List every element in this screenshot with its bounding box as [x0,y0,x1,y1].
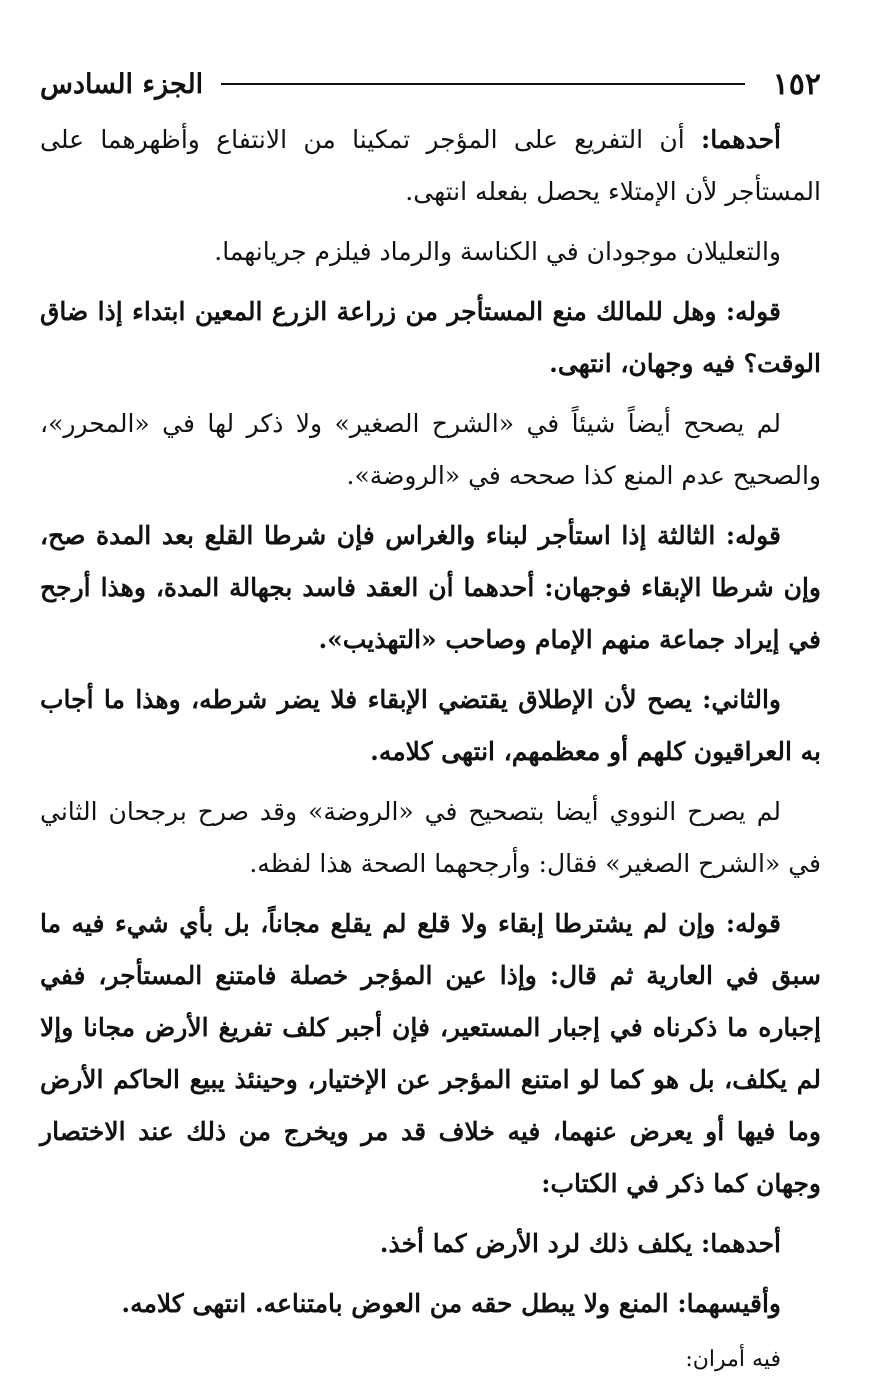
paragraph-10 [40,1278,821,1330]
paragraph-text: والتعليلان موجودان في الكناسة والرماد فيلزم جريانهما. [214,237,781,266]
paragraph-text: فيه أمران: [685,1347,781,1372]
paragraph-3 [40,286,821,390]
paragraph-8 [40,898,821,1210]
paragraph-2 [40,226,821,278]
paragraph-text: وأقيسهما: المنع ولا يبطل حقه من العوض بامتناعه. انتهى كلامه. [121,1289,781,1318]
paragraph-9 [40,1218,821,1270]
paragraph-lead: أحدهما: [700,125,781,154]
header-rule [221,83,744,85]
paragraph-1 [40,114,821,218]
page-header [40,62,821,106]
paragraph-text: قوله: الثالثة إذا استأجر لبناء والغراس فإن شرطا القلع بعد المدة صح، وإن شرطا الإبقاء فوجهان: أحدهما أن العقد فاسد بجهالة المدة، وهذا أرجح في إيراد جماعة منهم الإمام وصاحب «التهذيب». [40,521,821,654]
paragraph-text: قوله: وإن لم يشترطا إبقاء ولا قلع لم يقلع مجاناً، بل بأي شيء فيه ما سبق في العارية ثم قال: وإذا عين المؤجر خصلة فامتنع المستأجر، ففي إجباره ما ذكرناه في إجبار المستعير، فإن أجبر كلف تفريغ الأرض مجانا وإلا لم يكلف، بل هو كما لو امتنع المؤجر عن الإختيار، وحينئذ يبيع الحاكم الأرض وما فيها أو يعرض عنهما، فيه خلاف قد مر ويخرج من ذلك عند الاختصار وجهان كما ذكر في الكتاب: [40,909,821,1198]
paragraph-text: والثاني: يصح لأن الإطلاق يقتضي الإبقاء فلا يضر شرطه، وهذا ما أجاب به العراقيون كلهم أو معظمهم، انتهى كلامه. [40,685,821,766]
paragraph-text: أن التفريع على المؤجر تمكينا من الانتفاع وأظهرهما على المستأجر لأن الإمتلاء يحصل بفعله انتهى. [40,125,821,206]
paragraph-text: أحدهما: يكلف ذلك لرد الأرض كما أخذ. [379,1229,781,1258]
paragraph-text: لم يصحح أيضاً شيئاً في «الشرح الصغير» ولا ذكر لها في «المحرر»، والصحيح عدم المنع كذا صححه في «الروضة». [40,409,821,490]
paragraph-7 [40,786,821,890]
paragraph-4 [40,398,821,502]
paragraph-6 [40,674,821,778]
paragraph-5 [40,510,821,666]
page-number: ١٥٢ [772,66,821,102]
paragraph-text: لم يصرح النووي أيضا بتصحيح في «الروضة» وقد صرح برجحان الثاني في «الشرح الصغير» فقال: وأرجحهما الصحة هذا لفظه. [40,797,821,878]
paragraph-text: قوله: وهل للمالك منع المستأجر من زراعة الزرع المعين ابتداء إذا ضاق الوقت؟ فيه وجهان، انتهى. [40,297,821,378]
paragraph-11 [40,1338,821,1382]
running-title: الجزء السادس [40,68,204,100]
